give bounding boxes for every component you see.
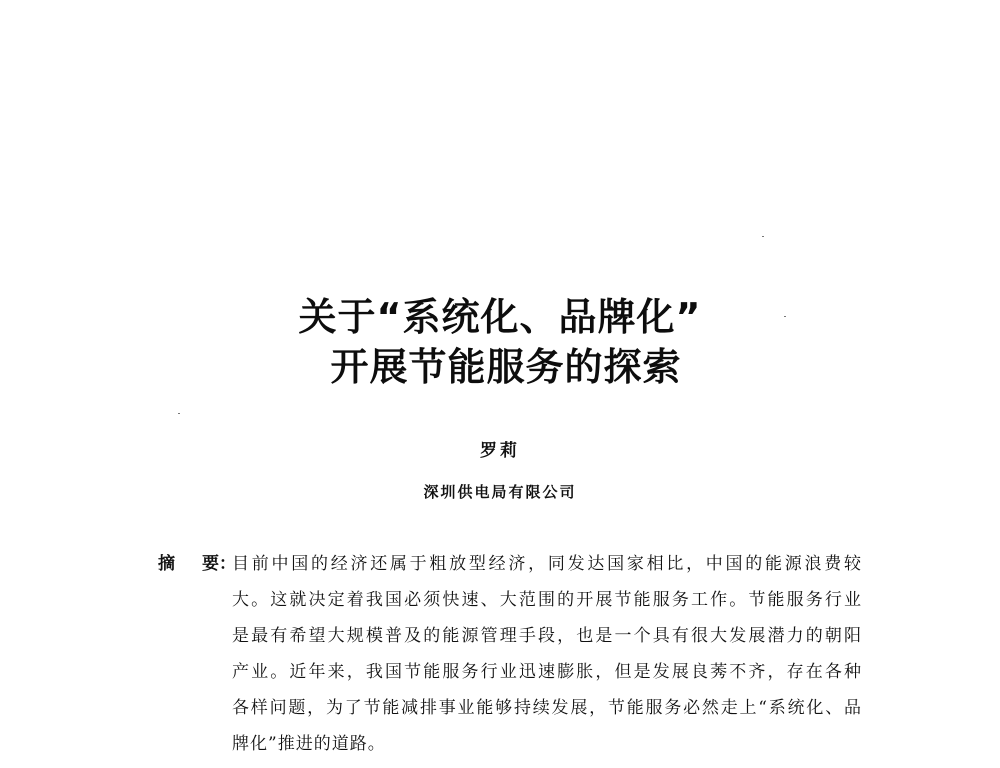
- author-affiliation: 深圳供电局有限公司: [423, 483, 577, 501]
- abstract-line: 大。这就决定着我国必须快速、大范围的开展节能服务工作。节能服务行业: [232, 590, 862, 610]
- abstract-line: 牌化”推进的道路。: [232, 734, 386, 754]
- abstract-line: 是最有希望大规模普及的能源管理手段，也是一个具有很大发展潜力的朝阳: [232, 626, 862, 646]
- abstract-label-part-1: 摘: [158, 554, 175, 574]
- abstract-label-part-2: 要：: [202, 554, 236, 574]
- author-name: 罗莉: [480, 441, 520, 461]
- abstract-label: [158, 546, 234, 582]
- abstract-line: 目前中国的经济还属于粗放型经济，同发达国家相比，中国的能源浪费较: [232, 554, 862, 574]
- paper-title-line-2: 开展节能服务的探索: [330, 345, 682, 389]
- paper-title-line-1: 关于“系统化、品牌化”: [298, 295, 702, 339]
- scan-speck: [762, 236, 764, 237]
- scan-speck: [178, 413, 180, 414]
- abstract-body: [232, 546, 862, 762]
- abstract-line: 产业。近年来，我国节能服务行业迅速膨胀，但是发展良莠不齐，存在各种: [232, 662, 862, 682]
- abstract-line: 各样问题，为了节能减排事业能够持续发展，节能服务必然走上“系统化、品: [232, 698, 862, 718]
